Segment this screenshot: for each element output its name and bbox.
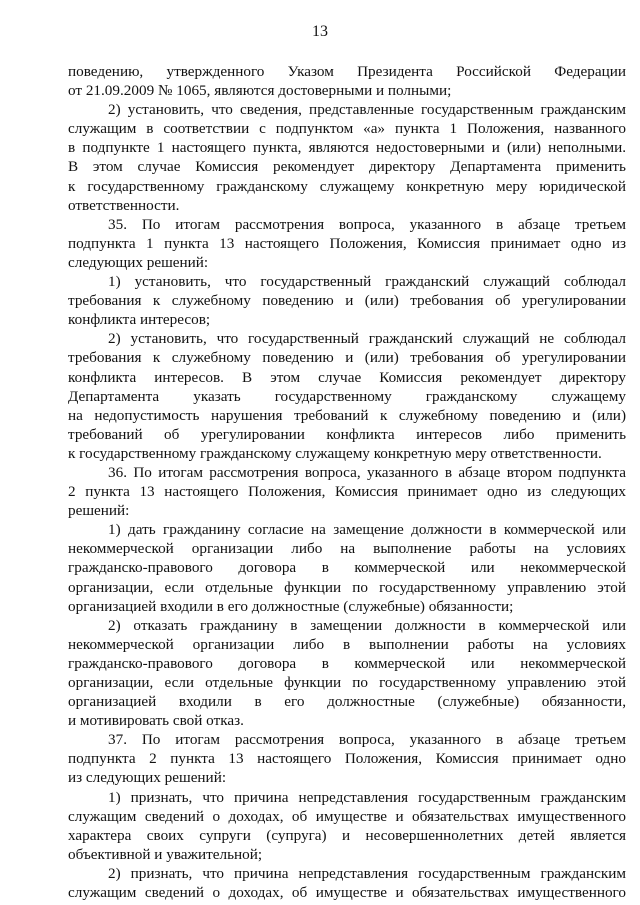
text-line: организацией входили в его должностные (служебные) обязанности;	[68, 597, 514, 615]
text-line: на недопустимость нарушения требований к служебному поведению и (или)	[68, 406, 626, 424]
text-line: решений:	[68, 502, 130, 520]
text-line: служащим в соответствии с подпунктом «а» пункта 1 Положения, названного	[68, 120, 626, 138]
text-line: 1) дать гражданину согласие на замещение должности в коммерческой или	[108, 521, 626, 539]
text-line: гражданско-правового договора в коммерческой или некоммерческой	[68, 654, 626, 672]
text-line: организацией входили в его должностные (служебные) обязанности,	[68, 693, 626, 711]
text-line: требования к служебному поведению и (или) требования об урегулировании	[68, 349, 626, 367]
text-line: 2) отказать гражданину в замещении должности в коммерческой или	[108, 616, 626, 634]
text-line: служащим сведений о доходах, об имуществе и обязательствах имущественного	[68, 807, 626, 825]
text-line: Департамента указать государственному гражданскому служащему	[68, 387, 626, 405]
text-line: организации, если отдельные функции по государственному управлению этой	[68, 578, 626, 596]
text-line: ответственности.	[68, 196, 180, 214]
text-line: 36. По итогам рассмотрения вопроса, указанного в абзаце втором подпункта	[108, 463, 626, 481]
text-line: подпункта 2 пункта 13 настоящего Положения, Комиссия принимает одно	[68, 750, 626, 768]
text-line: конфликта интересов;	[68, 311, 211, 329]
text-line: 35. По итогам рассмотрения вопроса, указанного в абзаце третьем	[108, 215, 626, 233]
text-line: В этом случае Комиссия рекомендует директору Департамента применить	[68, 158, 626, 176]
text-line: из следующих решений:	[68, 769, 227, 787]
text-line: 1) установить, что государственный гражданский служащий соблюдал	[108, 273, 626, 291]
text-line: конфликта интересов. В этом случае Комиссия рекомендует директору	[68, 368, 626, 386]
text-line: 2) признать, что причина непредставления государственным гражданским	[108, 864, 626, 882]
text-line: объективной и уважительной;	[68, 845, 263, 863]
text-line: 2) установить, что сведения, представленные государственным гражданским	[108, 101, 626, 119]
text-line: требования к служебному поведению и (или) требования об урегулировании	[68, 292, 626, 310]
text-line: некоммерческой организации либо на выполнение работы на условиях	[68, 540, 626, 558]
text-line: к государственному гражданскому служащему конкретную меру ответственности.	[68, 444, 602, 462]
text-line: характера своих супруги (супруга) и несовершеннолетних детей является	[68, 826, 626, 844]
text-line: 2 пункта 13 настоящего Положения, Комиссия принимает одно из следующих	[68, 483, 626, 501]
text-line: и мотивировать свой отказ.	[68, 712, 244, 730]
text-line: в подпункте 1 настоящего пункта, являются недостоверными и (или) неполными.	[68, 139, 626, 157]
page-number: 13	[312, 23, 328, 40]
text-line: 37. По итогам рассмотрения вопроса, указанного в абзаце третьем	[108, 731, 626, 749]
text-line: поведению, утвержденного Указом Президента Российской Федерации	[68, 63, 626, 80]
text-line: от 21.09.2009 № 1065, являются достоверными и полными;	[68, 82, 452, 100]
text-line: подпункта 1 пункта 13 настоящего Положения, Комиссия принимает одно из	[68, 234, 626, 252]
text-line: служащим сведений о доходах, об имуществе и обязательствах имущественного	[68, 884, 626, 902]
text-line: следующих решений:	[68, 253, 209, 271]
text-line: гражданско-правового договора в коммерческой или некоммерческой	[68, 559, 626, 577]
text-line: некоммерческой организации либо в выполнении работы на условиях	[68, 635, 626, 653]
text-line: к государственному гражданскому служащему конкретную меру юридической	[68, 177, 626, 195]
text-line: 1) признать, что причина непредставления государственным гражданским	[108, 788, 626, 806]
text-line: 2) установить, что государственный гражданский служащий не соблюдал	[108, 330, 626, 348]
text-line: требований об урегулировании конфликта интересов либо применить	[68, 425, 626, 443]
text-line: организации, если отдельные функции по государственному управлению этой	[68, 674, 626, 691]
body-text	[68, 62, 626, 902]
